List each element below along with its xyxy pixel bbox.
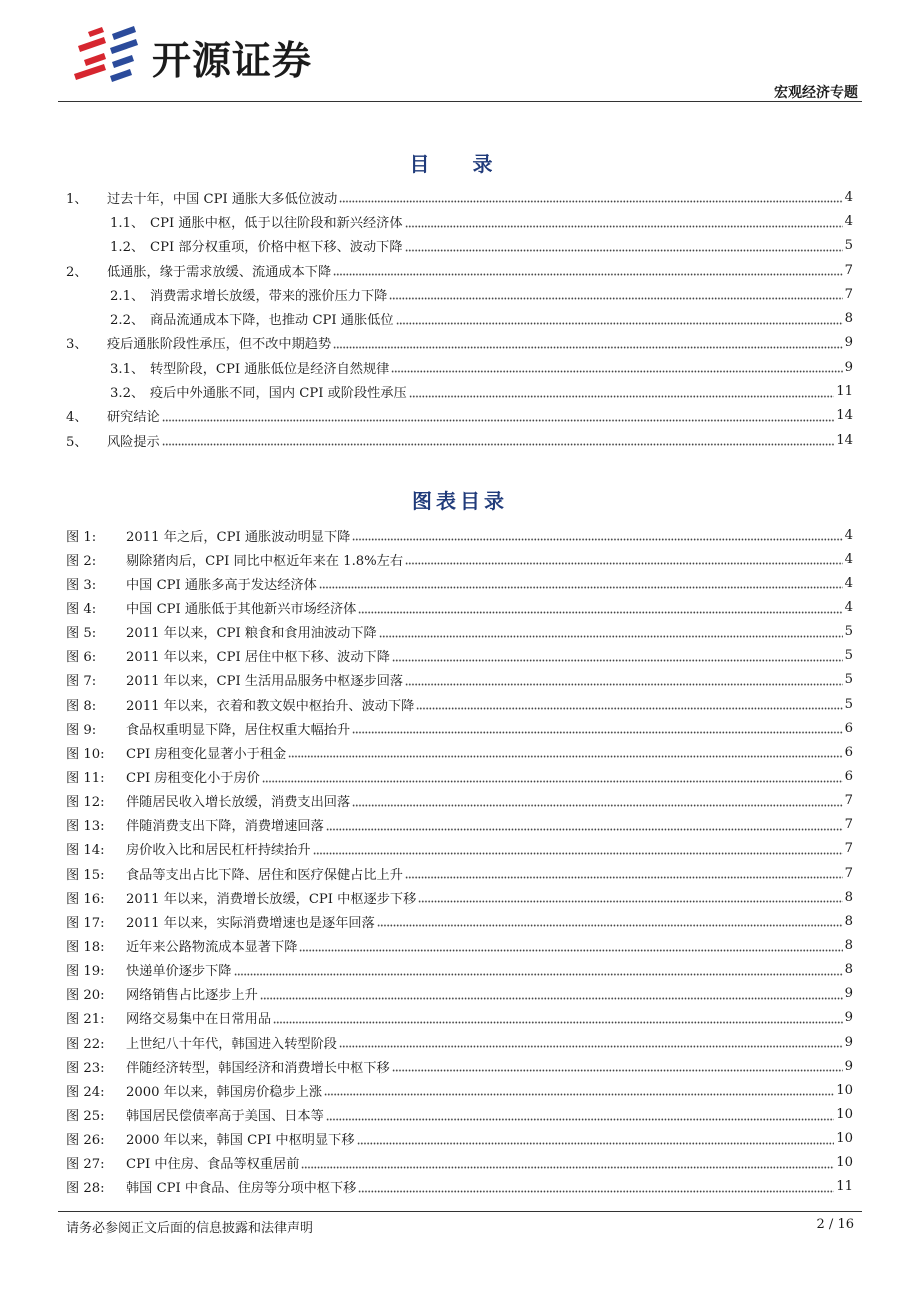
page-ref: 8 xyxy=(844,311,853,327)
page-ref: 7 xyxy=(844,841,853,857)
header-divider xyxy=(58,101,862,102)
toc-entry[interactable] xyxy=(66,355,853,379)
page-ref: 5 xyxy=(844,624,853,640)
figure-entry[interactable] xyxy=(66,789,853,813)
figure-number: 图 17: xyxy=(66,915,105,931)
figure-entry[interactable] xyxy=(66,668,853,692)
page-ref: 7 xyxy=(844,865,853,881)
figure-number: 图 20: xyxy=(66,988,105,1004)
toc-heading: 研究结论 xyxy=(107,410,160,426)
toc-title: 目 录 xyxy=(409,152,511,176)
toc-number: 4、 xyxy=(66,410,88,426)
dot-leader xyxy=(333,339,842,349)
toc-heading: 疫后通胀阶段性承压，但不改中期趋势 xyxy=(107,337,332,353)
footer-disclaimer: 请务必参阅正文后面的信息披露和法律声明 xyxy=(66,1221,314,1236)
figure-number: 图 2: xyxy=(66,553,97,569)
page-ref: 10 xyxy=(836,1155,853,1171)
page-ref: 4 xyxy=(844,213,853,229)
dot-leader xyxy=(262,773,843,783)
figure-entry[interactable] xyxy=(66,595,853,619)
footer-divider xyxy=(58,1211,862,1212)
toc-entry[interactable] xyxy=(66,404,853,428)
page-ref: 10 xyxy=(836,1082,853,1098)
toc-number: 3、 xyxy=(66,337,88,353)
dot-leader xyxy=(358,604,842,614)
page-ref: 8 xyxy=(844,913,853,929)
figure-number: 图 21: xyxy=(66,1012,105,1028)
toc-number: 5、 xyxy=(66,434,88,450)
company-logo xyxy=(70,24,360,84)
figure-entry[interactable] xyxy=(66,1030,853,1054)
figure-caption: 食品权重明显下降，居住权重大幅抬升 xyxy=(126,722,351,738)
dot-leader xyxy=(301,1159,834,1169)
figure-entry[interactable] xyxy=(66,933,853,957)
figure-caption: 中国 CPI 通胀低于其他新兴市场经济体 xyxy=(126,601,357,617)
toc-entry[interactable] xyxy=(66,282,853,306)
figure-number: 图 27: xyxy=(66,1157,105,1173)
dot-leader xyxy=(377,917,843,927)
figure-caption: 上世纪八十年代，韩国进入转型阶段 xyxy=(126,1036,337,1052)
dot-leader xyxy=(299,942,842,952)
toc-heading: CPI 通胀中枢，低于以往阶段和新兴经济体 xyxy=(150,215,403,231)
dot-leader xyxy=(396,315,843,325)
figure-caption: 2000 年以来，韩国房价稳步上涨 xyxy=(126,1084,323,1100)
figure-number: 图 16: xyxy=(66,891,105,907)
figure-number: 图 8: xyxy=(66,698,97,714)
page-ref: 9 xyxy=(844,1058,853,1074)
page-ref: 4 xyxy=(844,527,853,543)
dot-leader xyxy=(333,266,842,276)
page-ref: 4 xyxy=(844,189,853,205)
figure-caption: 2011 年以来，CPI 粮食和食用油波动下降 xyxy=(126,626,377,642)
figure-number: 图 24: xyxy=(66,1084,105,1100)
toc-heading: 风险提示 xyxy=(107,434,160,450)
dot-leader xyxy=(352,531,842,541)
figure-entry[interactable] xyxy=(66,1127,853,1151)
toc-entry[interactable] xyxy=(66,258,853,282)
page-ref: 7 xyxy=(844,817,853,833)
figure-caption: 韩国居民偿债率高于美国、日本等 xyxy=(126,1108,324,1124)
figure-caption: 近年来公路物流成本显著下降 xyxy=(126,939,298,955)
page-ref: 6 xyxy=(844,768,853,784)
figure-entry[interactable] xyxy=(66,692,853,716)
dot-leader xyxy=(418,893,842,903)
toc-heading: 商品流通成本下降，也推动 CPI 通胀低位 xyxy=(150,313,394,329)
page-ref: 7 xyxy=(844,793,853,809)
toc-heading: CPI 部分权重项，价格中枢下移、波动下降 xyxy=(150,240,403,256)
dot-leader xyxy=(405,555,843,565)
figure-entry[interactable] xyxy=(66,982,853,1006)
figure-entry[interactable] xyxy=(66,813,853,837)
page-ref: 11 xyxy=(836,1179,853,1195)
page-ref: 5 xyxy=(844,238,853,254)
figure-number: 图 15: xyxy=(66,867,105,883)
dot-leader xyxy=(405,676,842,686)
figure-caption: 伴随经济转型，韩国经济和消费增长中枢下移 xyxy=(126,1060,390,1076)
figure-entry[interactable] xyxy=(66,740,853,764)
page-number: 2 / 16 xyxy=(816,1217,854,1232)
dot-leader xyxy=(379,628,843,638)
page-ref: 5 xyxy=(844,648,853,664)
figure-caption: CPI 房租变化显著小于租金 xyxy=(126,746,287,762)
report-category: 宏观经济专题 xyxy=(774,85,858,101)
figure-number: 图 11: xyxy=(66,770,105,786)
figure-number: 图 26: xyxy=(66,1133,105,1149)
brand-name: 开源证券 xyxy=(152,39,313,84)
toc-entry[interactable] xyxy=(66,185,853,209)
dot-leader xyxy=(357,1135,835,1145)
figure-entry[interactable] xyxy=(66,885,853,909)
figure-caption: 2011 年以来，实际消费增速也是逐年回落 xyxy=(126,915,375,931)
figure-number: 图 19: xyxy=(66,964,105,980)
figure-number: 图 13: xyxy=(66,819,105,835)
toc-number: 1、 xyxy=(66,191,88,207)
dot-leader xyxy=(288,748,842,758)
figure-caption: 网络销售占比逐步上升 xyxy=(126,988,258,1004)
dot-leader xyxy=(389,290,842,300)
page-ref: 9 xyxy=(844,335,853,351)
figure-entry[interactable] xyxy=(66,958,853,982)
toc-entry[interactable] xyxy=(66,209,853,233)
toc-entry[interactable] xyxy=(66,379,853,403)
figure-number: 图 22: xyxy=(66,1036,105,1052)
toc-number: 1.1、 xyxy=(110,215,145,231)
page-ref: 9 xyxy=(844,1034,853,1050)
figure-caption: 2011 年以来，消费增长放缓，CPI 中枢逐步下移 xyxy=(126,891,417,907)
dot-leader xyxy=(405,218,843,228)
dot-leader xyxy=(391,363,842,373)
figure-number: 图 7: xyxy=(66,674,97,690)
figure-caption: 食品等支出占比下降、居住和医疗保健占比上升 xyxy=(126,867,403,883)
figure-entry[interactable] xyxy=(66,1054,853,1078)
toc-number: 2、 xyxy=(66,264,88,280)
page-ref: 8 xyxy=(844,937,853,953)
dot-leader xyxy=(339,193,842,203)
page-ref: 6 xyxy=(844,744,853,760)
toc-number: 3.1、 xyxy=(110,361,145,377)
figure-entry[interactable] xyxy=(66,1078,853,1102)
dot-leader xyxy=(416,700,842,710)
dot-leader xyxy=(352,724,842,734)
page-ref: 10 xyxy=(836,1131,853,1147)
dot-leader xyxy=(358,1183,834,1193)
toc-list xyxy=(66,185,853,452)
figure-caption: 房价收入比和居民杠杆持续抬升 xyxy=(126,843,311,859)
figure-entry[interactable] xyxy=(66,716,853,740)
toc-entry[interactable] xyxy=(66,331,853,355)
figure-entry[interactable] xyxy=(66,644,853,668)
figure-caption: 网络交易集中在日常用品 xyxy=(126,1012,272,1028)
page-ref: 14 xyxy=(836,408,853,424)
figure-number: 图 18: xyxy=(66,939,105,955)
page-ref: 7 xyxy=(844,262,853,278)
dot-leader xyxy=(352,797,842,807)
figure-entry[interactable] xyxy=(66,909,853,933)
dot-leader xyxy=(162,436,834,446)
toc-number: 3.2、 xyxy=(110,386,145,402)
toc-heading: 过去十年，中国 CPI 通胀大多低位波动 xyxy=(107,191,338,207)
figure-number: 图 14: xyxy=(66,843,105,859)
figure-number: 图 12: xyxy=(66,795,105,811)
figure-entry[interactable] xyxy=(66,547,853,571)
toc-entry[interactable] xyxy=(66,428,853,452)
dot-leader xyxy=(326,1111,834,1121)
toc-heading: 消费需求增长放缓，带来的涨价压力下降 xyxy=(150,288,388,304)
page-ref: 14 xyxy=(836,432,853,448)
figure-caption: 2011 年以来，CPI 生活用品服务中枢逐步回落 xyxy=(126,674,404,690)
figure-number: 图 28: xyxy=(66,1181,105,1197)
figure-number: 图 6: xyxy=(66,650,97,666)
figure-caption: 伴随居民收入增长放缓，消费支出回落 xyxy=(126,795,351,811)
figure-entry[interactable] xyxy=(66,620,853,644)
figure-entry[interactable] xyxy=(66,837,853,861)
page-ref: 9 xyxy=(844,359,853,375)
dot-leader xyxy=(313,845,843,855)
figure-number: 图 4: xyxy=(66,601,97,617)
figures-list xyxy=(66,523,853,1199)
dot-leader xyxy=(405,869,843,879)
page-ref: 4 xyxy=(844,551,853,567)
page-ref: 4 xyxy=(844,575,853,591)
figure-caption: 快递单价逐步下降 xyxy=(126,964,232,980)
figure-caption: 伴随消费支出下降，消费增速回落 xyxy=(126,819,324,835)
figure-entry[interactable] xyxy=(66,764,853,788)
page-ref: 5 xyxy=(844,672,853,688)
toc-heading: 转型阶段，CPI 通胀低位是经济自然规律 xyxy=(150,361,390,377)
dot-leader xyxy=(392,1062,843,1072)
figure-caption: CPI 房租变化小于房价 xyxy=(126,770,260,786)
page-ref: 10 xyxy=(836,1106,853,1122)
page-ref: 9 xyxy=(844,1010,853,1026)
dot-leader xyxy=(319,579,843,589)
figure-entry[interactable] xyxy=(66,1175,853,1199)
logo-mark-icon xyxy=(70,24,144,84)
page-ref: 8 xyxy=(844,962,853,978)
figure-number: 图 5: xyxy=(66,626,97,642)
page-ref: 8 xyxy=(844,889,853,905)
figure-entry[interactable] xyxy=(66,1102,853,1126)
figure-caption: 韩国 CPI 中食品、住房等分项中枢下移 xyxy=(126,1181,357,1197)
dot-leader xyxy=(326,821,843,831)
figure-entry[interactable] xyxy=(66,1151,853,1175)
toc-heading: 低通胀，缘于需求放缓、流通成本下降 xyxy=(107,264,332,280)
figure-number: 图 9: xyxy=(66,722,97,738)
figure-caption: 2011 年以来，衣着和教文娱中枢抬升、波动下降 xyxy=(126,698,415,714)
figure-caption: 中国 CPI 通胀多高于发达经济体 xyxy=(126,577,317,593)
dot-leader xyxy=(392,652,843,662)
figures-title: 图表目录 xyxy=(412,489,508,513)
dot-leader xyxy=(339,1038,843,1048)
figure-number: 图 3: xyxy=(66,577,97,593)
figure-entry[interactable] xyxy=(66,1006,853,1030)
figure-number: 图 23: xyxy=(66,1060,105,1076)
figure-caption: 2011 年之后，CPI 通胀波动明显下降 xyxy=(126,529,351,545)
toc-entry[interactable] xyxy=(66,234,853,258)
page-ref: 6 xyxy=(844,720,853,736)
figure-entry[interactable] xyxy=(66,523,853,547)
page-ref: 5 xyxy=(844,696,853,712)
dot-leader xyxy=(162,412,834,422)
page-ref: 11 xyxy=(836,384,853,400)
figure-number: 图 25: xyxy=(66,1108,105,1124)
toc-entry[interactable] xyxy=(66,306,853,330)
page-header xyxy=(0,0,920,104)
figure-number: 图 10: xyxy=(66,746,105,762)
figure-entry[interactable] xyxy=(66,861,853,885)
page-ref: 9 xyxy=(844,986,853,1002)
page-ref: 7 xyxy=(844,286,853,302)
dot-leader xyxy=(260,990,843,1000)
dot-leader xyxy=(273,1014,843,1024)
figure-caption: 剔除猪肉后，CPI 同比中枢近年来在 1.8%左右 xyxy=(126,553,404,569)
dot-leader xyxy=(324,1086,834,1096)
figure-caption: CPI 中住房、食品等权重居前 xyxy=(126,1157,300,1173)
figure-caption: 2011 年以来，CPI 居住中枢下移、波动下降 xyxy=(126,650,390,666)
figure-caption: 2000 年以来，韩国 CPI 中枢明显下移 xyxy=(126,1133,355,1149)
toc-number: 2.2、 xyxy=(110,313,145,329)
dot-leader xyxy=(409,388,834,398)
dot-leader xyxy=(234,966,843,976)
dot-leader xyxy=(405,242,843,252)
toc-number: 1.2、 xyxy=(110,240,145,256)
figure-entry[interactable] xyxy=(66,571,853,595)
page-ref: 4 xyxy=(844,599,853,615)
toc-number: 2.1、 xyxy=(110,288,145,304)
figure-number: 图 1: xyxy=(66,529,97,545)
toc-heading: 疫后中外通胀不同，国内 CPI 或阶段性承压 xyxy=(150,386,407,402)
